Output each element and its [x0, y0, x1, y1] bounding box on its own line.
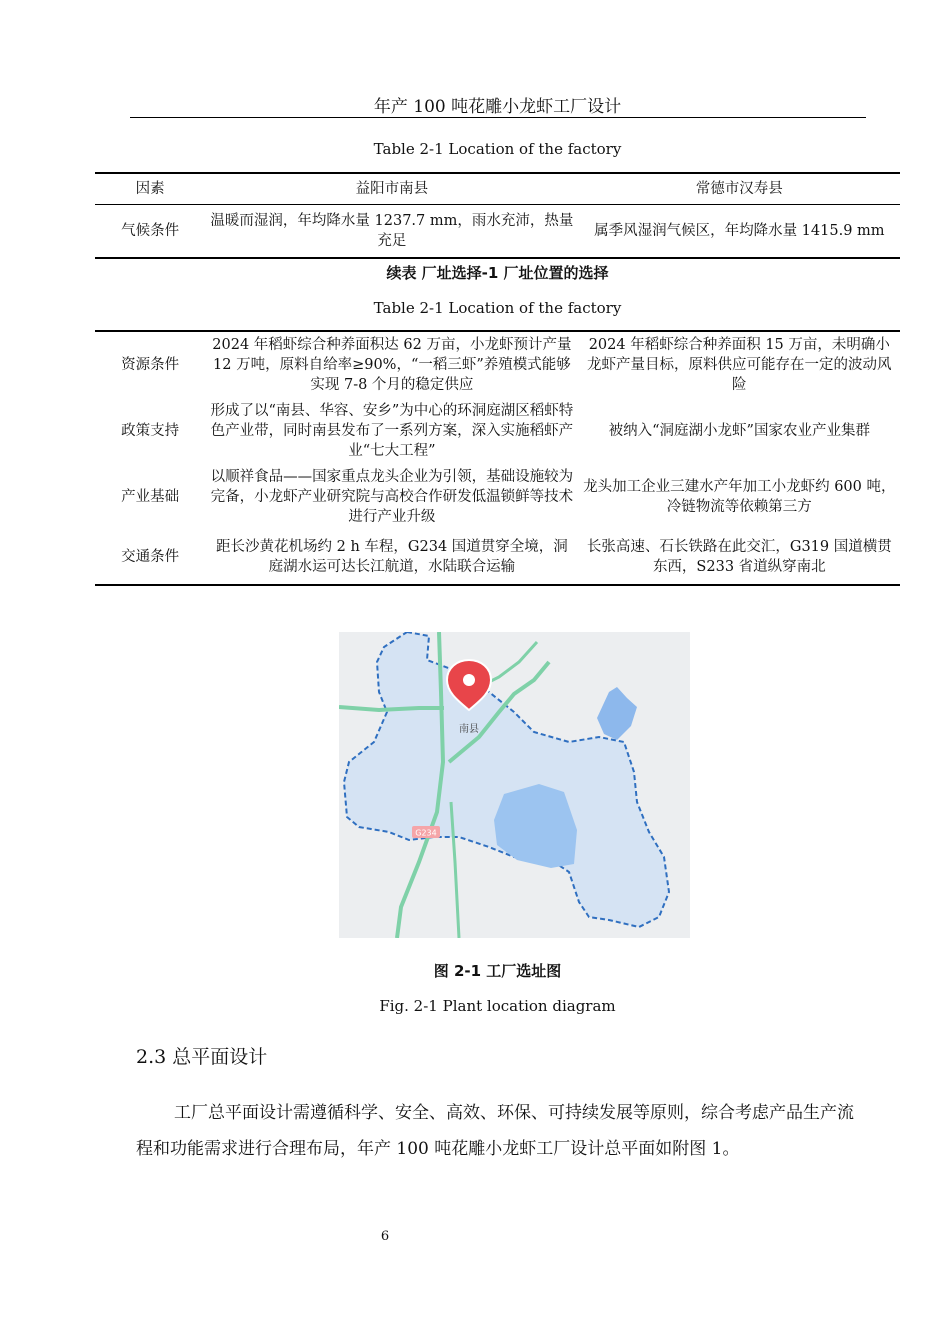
- table-header-row: [95, 173, 900, 205]
- table2-caption-en: Table 2-1 Location of the factory: [373, 299, 622, 317]
- table-row: [95, 464, 900, 530]
- row-hanshou: 被纳入“洞庭湖小龙虾”国家农业产业集群: [608, 423, 870, 439]
- location-map: [339, 632, 690, 938]
- row-nanxian: 以顺祥食品——国家重点龙头企业为引领，基础设施较为完备，小龙虾产业研究院与高校合作研发低温锁鲜等技术进行产业升级: [210, 469, 574, 525]
- table-row: [95, 398, 900, 464]
- location-table-part1: [95, 172, 900, 259]
- running-header: 年产 100 吨花雕小龙虾工厂设计: [373, 97, 622, 117]
- table1-caption: Table 2-1 Location of the factory: [373, 140, 622, 158]
- row-factor: 产业基础: [121, 489, 180, 505]
- row-nanxian: 形成了以“南县、华容、安乡”为中心的环洞庭湖区稻虾特色产业带，同时南县发布了一系列方案，深入实施稻虾产业“七大工程”: [210, 403, 574, 459]
- figure-caption-en: Fig. 2-1 Plant location diagram: [379, 997, 616, 1015]
- table-row: [95, 331, 900, 398]
- location-table-part2: [95, 330, 900, 586]
- row-nanxian: 温暖而湿润，年均降水量 1237.7 mm，雨水充沛，热量充足: [210, 213, 574, 249]
- section-heading: 2.3 总平面设计: [136, 1046, 268, 1068]
- header-hanshou: 常德市汉寿县: [579, 173, 900, 205]
- header-factor: 因素: [95, 173, 205, 205]
- header-rule: [130, 117, 866, 118]
- pin-label: 南县: [459, 724, 479, 735]
- road-west: [339, 707, 444, 710]
- row-factor: 交通条件: [121, 549, 180, 565]
- figure-caption-cn: 图 2-1 工厂选址图: [433, 962, 562, 980]
- table-row: [95, 530, 900, 585]
- row-hanshou: 2024 年稻虾综合种养面积 15 万亩，未明确小龙虾产量目标，原料供应可能存在一定的波动风险: [587, 337, 892, 393]
- table2-caption-cn: 续表 厂址选择-1 厂址位置的选择: [386, 264, 609, 282]
- section-paragraph: 工厂总平面设计需遵循科学、安全、高效、环保、可持续发展等原则，综合考虑产品生产流程和功能需求进行合理布局，年产 100 吨花雕小龙虾工厂设计总平面如附图 1。: [136, 1103, 854, 1159]
- row-nanxian: 距长沙黄花机场约 2 h 车程，G234 国道贯穿全境，洞庭湖水运可达长江航道，水陆联合运输: [216, 539, 568, 575]
- road-label: G234: [415, 828, 437, 838]
- row-factor: 政策支持: [121, 423, 180, 439]
- header-nanxian: 益阳市南县: [205, 173, 578, 205]
- table-row: [95, 205, 900, 259]
- row-hanshou: 长张高速、石长铁路在此交汇，G319 国道横贯东西，S233 省道纵穿南北: [586, 539, 892, 575]
- row-nanxian: 2024 年稻虾综合种养面积达 62 万亩，小龙虾预计产量 12 万吨，原料自给率≥90%，“一稻三虾”养殖模式能够实现 7-8 个月的稳定供应: [212, 337, 572, 393]
- page-number: 6: [380, 1229, 390, 1244]
- row-hanshou: 龙头加工企业三建水产年加工小龙虾约 600 吨，冷链物流等依赖第三方: [583, 479, 896, 515]
- row-factor: 气候条件: [121, 223, 180, 239]
- row-factor: 资源条件: [121, 357, 180, 373]
- row-hanshou: 属季风湿润气候区，年均降水量 1415.9 mm: [594, 223, 885, 239]
